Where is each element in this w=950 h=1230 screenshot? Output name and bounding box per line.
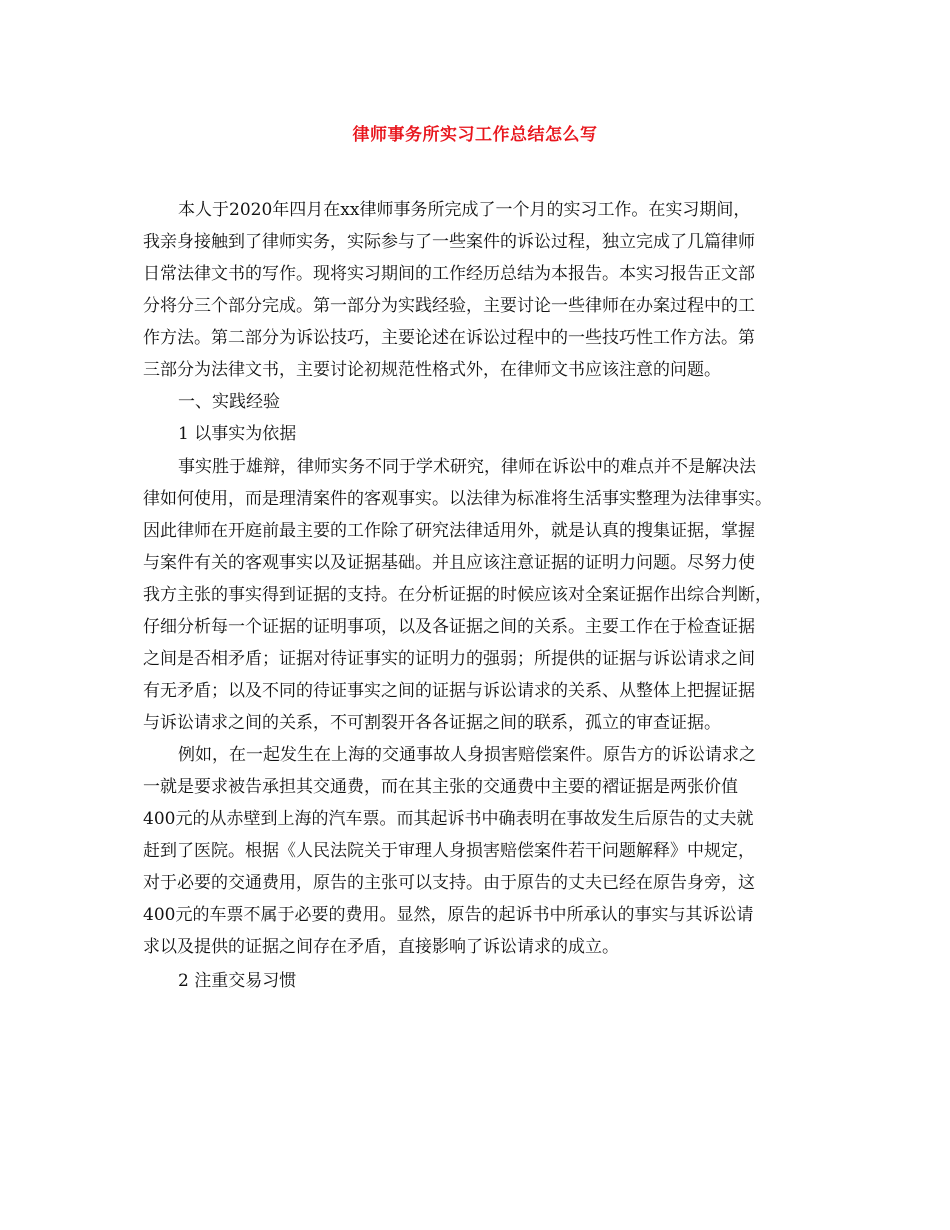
paragraph-line-16: 例如，在一起发生在上海的交通事故人身损害赔偿案件。原告方的诉讼请求之 (178, 745, 756, 765)
paragraph-line-17: 一就是要求被告承担其交通费，而在其主张的交通费中主要的褶证据是两张价值 (143, 777, 738, 797)
paragraph-line-18: 400元的从赤壁到上海的汽车票。而其起诉书中确表明在事故发生后原告的丈夫就 (143, 809, 754, 829)
paragraph-line-15: 与诉讼请求之间的关系，不可割裂开各各证据之间的联系，孤立的审查证据。 (143, 713, 721, 733)
paragraph-line-13: 之间是否相矛盾；证据对待证事实的证明力的强弱；所提供的证据与诉讼请求之间 (143, 649, 755, 669)
paragraph-line-1: 本人于2020年四月在xx律师事务所完成了一个月的实习工作。在实习期间， (178, 200, 751, 220)
paragraph-line-5: 作方法。第二部分为诉讼技巧，主要论述在诉讼过程中的一些技巧性工作方法。第 (143, 328, 755, 348)
paragraph-line-8: 律如何使用，而是理清案件的客观事实。以法律为标准将生活事实整理为法律事实。 (143, 489, 772, 509)
paragraph-line-7: 事实胜于雄辩，律师实务不同于学术研究，律师在诉讼中的难点并不是解决法 (178, 457, 756, 477)
paragraph-line-20: 对于必要的交通费用，原告的主张可以支持。由于原告的丈夫已经在原告身旁，这 (143, 873, 755, 893)
paragraph-line-6: 三部分为法律文书，主要讨论初规范性格式外，在律师文书应该注意的问题。 (143, 360, 721, 380)
paragraph-line-3: 日常法律文书的写作。现将实习期间的工作经历总结为本报告。本实习报告正文部 (143, 264, 755, 284)
paragraph-line-9: 因此律师在开庭前最主要的工作除了研究法律适用外，就是认真的搜集证据，掌握 (143, 521, 755, 541)
paragraph-line-10: 与案件有关的客观事实以及证据基础。并且应该注意证据的证明力问题。尽努力使 (143, 553, 755, 573)
paragraph-line-2: 我亲身接触到了律师实务，实际参与了一些案件的诉讼过程，独立完成了几篇律师 (143, 232, 755, 252)
paragraph-line-22: 求以及提供的证据之间存在矛盾，直接影响了诉讼请求的成立。 (143, 937, 619, 957)
section-heading-1: 一、实践经验 (178, 392, 280, 412)
paragraph-line-4: 分将分三个部分完成。第一部分为实践经验，主要讨论一些律师在办案过程中的工 (143, 296, 755, 316)
paragraph-line-11: 我方主张的事实得到证据的支持。在分析证据的时候应该对全案证据作出综合判断， (143, 585, 772, 605)
paragraph-line-21: 400元的车票不属于必要的费用。显然，原告的起诉书中所承认的事实与其诉讼请 (143, 905, 754, 925)
paragraph-line-19: 赶到了医院。根据《人民法院关于审理人身损害赔偿案件若干问题解释》中规定， (143, 841, 755, 861)
document-title: 律师事务所实习工作总结怎么写 (352, 125, 598, 145)
subsection-heading-2: 2 注重交易习惯 (178, 971, 297, 991)
paragraph-line-14: 有无矛盾；以及不同的待证事实之间的证据与诉讼请求的关系、从整体上把握证据 (143, 681, 755, 701)
subsection-heading-1: 1 以事实为依据 (178, 424, 297, 444)
paragraph-line-12: 仔细分析每一个证据的证明事项，以及各证据之间的关系。主要工作在于检查证据 (143, 617, 755, 637)
